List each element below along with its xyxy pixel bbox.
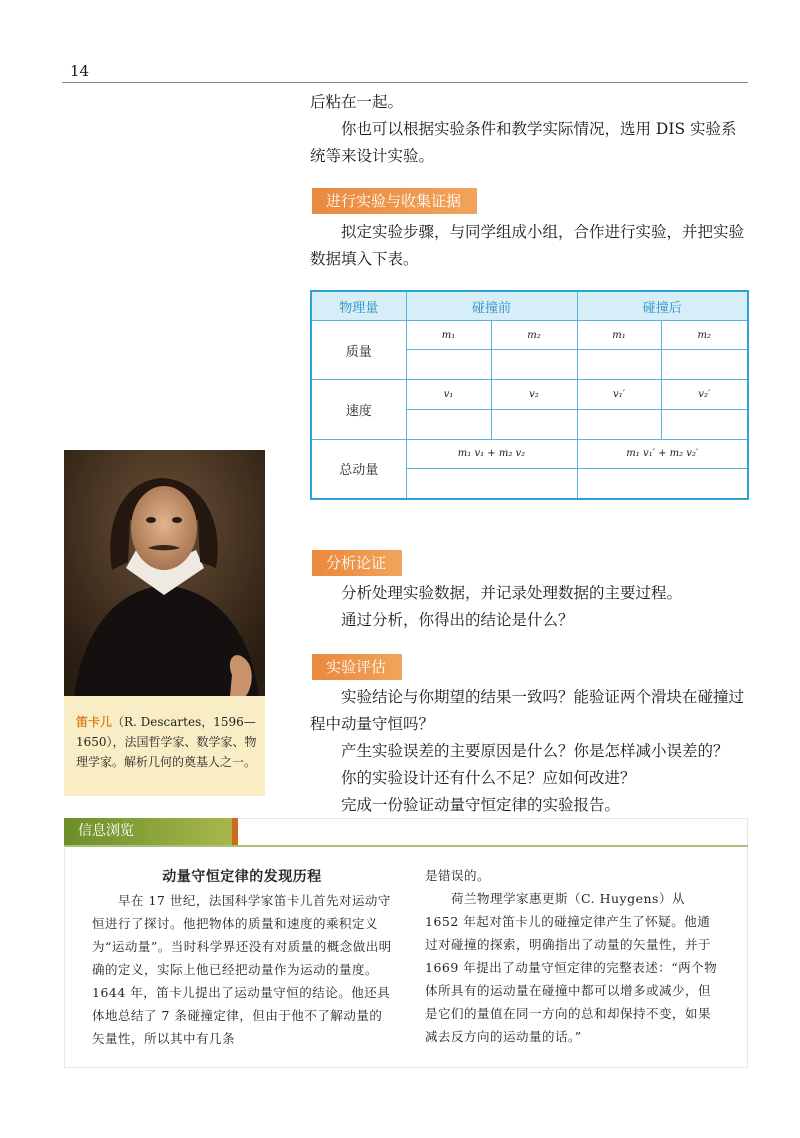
analysis-text bbox=[310, 580, 750, 634]
cell-momentum-after: m₁ v₁′ + m₂ v₂′ bbox=[577, 439, 748, 468]
row-label-momentum: 总动量 bbox=[311, 439, 406, 499]
blank-cell bbox=[406, 350, 491, 380]
blank-cell bbox=[406, 468, 577, 499]
intro-line-2: 你也可以根据实验条件和教学实际情况，选用 DIS 实验系统等来设计实验。 bbox=[310, 120, 737, 165]
intro-text bbox=[310, 89, 750, 170]
row-label-mass: 质量 bbox=[311, 321, 406, 380]
section-label-analysis: 分析论证 bbox=[312, 550, 402, 576]
header-rule bbox=[62, 82, 748, 83]
blank-cell bbox=[491, 409, 577, 439]
evaluation-line-3: 你的实验设计还有什么不足？应如何改进？ bbox=[341, 769, 636, 787]
info-right-paragraph-1: 是错误的。 bbox=[425, 868, 491, 883]
info-rule bbox=[64, 845, 748, 847]
evaluation-line-2: 产生实验误差的主要原因是什么？你是怎样减小误差的？ bbox=[341, 742, 729, 760]
portrait-caption bbox=[76, 712, 258, 772]
info-title: 动量守恒定律的发现历程 bbox=[162, 869, 322, 885]
evaluation-line-1: 实验结论与你期望的结果一致吗？能验证两个滑块在碰撞过程中动量守恒吗？ bbox=[310, 688, 745, 733]
table-header-before: 碰撞前 bbox=[406, 291, 577, 321]
experiment-text bbox=[310, 219, 750, 273]
intro-line-1: 后粘在一起。 bbox=[310, 93, 404, 111]
evaluation-line-4: 完成一份验证动量守恒定律的实验报告。 bbox=[341, 796, 621, 814]
analysis-line-2: 通过分析，你得出的结论是什么？ bbox=[341, 611, 574, 629]
caption-text: （R. Descartes，1596—1650），法国哲学家、数学家、物理学家。解析几何的奠基人之一。 bbox=[76, 715, 257, 769]
portrait-card bbox=[64, 450, 265, 796]
cell-m1-before: m₁ bbox=[406, 321, 491, 350]
section-label-experiment: 进行实验与收集证据 bbox=[312, 188, 477, 214]
table-row-mass bbox=[311, 321, 748, 350]
cell-v1-before: v₁ bbox=[406, 380, 491, 409]
blank-cell bbox=[577, 468, 748, 499]
page-number: 14 bbox=[70, 62, 90, 80]
table-row-momentum bbox=[311, 439, 748, 468]
evaluation-text bbox=[310, 684, 750, 819]
analysis-line-1: 分析处理实验数据，并记录处理数据的主要过程。 bbox=[341, 584, 683, 602]
data-table bbox=[310, 290, 749, 500]
table-header-after: 碰撞后 bbox=[577, 291, 748, 321]
blank-cell bbox=[577, 350, 661, 380]
cell-m1-after: m₁ bbox=[577, 321, 661, 350]
row-label-velocity: 速度 bbox=[311, 380, 406, 439]
info-right-column bbox=[425, 864, 721, 1048]
blank-cell bbox=[577, 409, 661, 439]
info-right-paragraph-2: 荷兰物理学家惠更斯（C. Huygens）从 1652 年起对笛卡儿的碰撞定律产生了怀疑。他通过对碰撞的探索，明确指出了动量的矢量性，并于 1669 年提出了动量守恒定律的完整表述：“两个物体所具有的运动量在碰撞中都可以增多或减少，但是它们的量值在同一方向的总和却保持不变，如果减去反方向的运动量的话。” bbox=[425, 891, 718, 1044]
table-header-row bbox=[311, 291, 748, 321]
info-left-column bbox=[92, 866, 392, 1050]
blank-cell bbox=[661, 409, 748, 439]
cell-momentum-before: m₁ v₁ + m₂ v₂ bbox=[406, 439, 577, 468]
cell-v2-after: v₂′ bbox=[661, 380, 748, 409]
blank-cell bbox=[491, 350, 577, 380]
info-tab: 信息浏览 bbox=[64, 818, 238, 845]
blank-cell bbox=[661, 350, 748, 380]
cell-v1-after: v₁′ bbox=[577, 380, 661, 409]
cell-m2-after: m₂ bbox=[661, 321, 748, 350]
cell-v2-before: v₂ bbox=[491, 380, 577, 409]
caption-name: 笛卡儿 bbox=[76, 715, 113, 729]
info-tab-accent bbox=[232, 818, 238, 845]
cell-m2-before: m₂ bbox=[491, 321, 577, 350]
table-header-quantity: 物理量 bbox=[311, 291, 406, 321]
descartes-portrait-image bbox=[64, 450, 265, 696]
experiment-paragraph: 拟定实验步骤，与同学组成小组，合作进行实验，并把实验数据填入下表。 bbox=[310, 223, 745, 268]
info-left-paragraph: 早在 17 世纪，法国科学家笛卡儿首先对运动守恒进行了探讨。他把物体的质量和速度的乘积定义为“运动量”。当时科学界还没有对质量的概念做出明确的定义，实际上他已经把动量作为运动的量度。1644 年，笛卡儿提出了运动量守恒的结论。他还具体地总结了 7 条碰撞定律，但由于他不了解动量的矢量性，所以其中有几条 bbox=[92, 893, 392, 1046]
blank-cell bbox=[406, 409, 491, 439]
section-label-evaluation: 实验评估 bbox=[312, 654, 402, 680]
table-row-velocity bbox=[311, 380, 748, 409]
